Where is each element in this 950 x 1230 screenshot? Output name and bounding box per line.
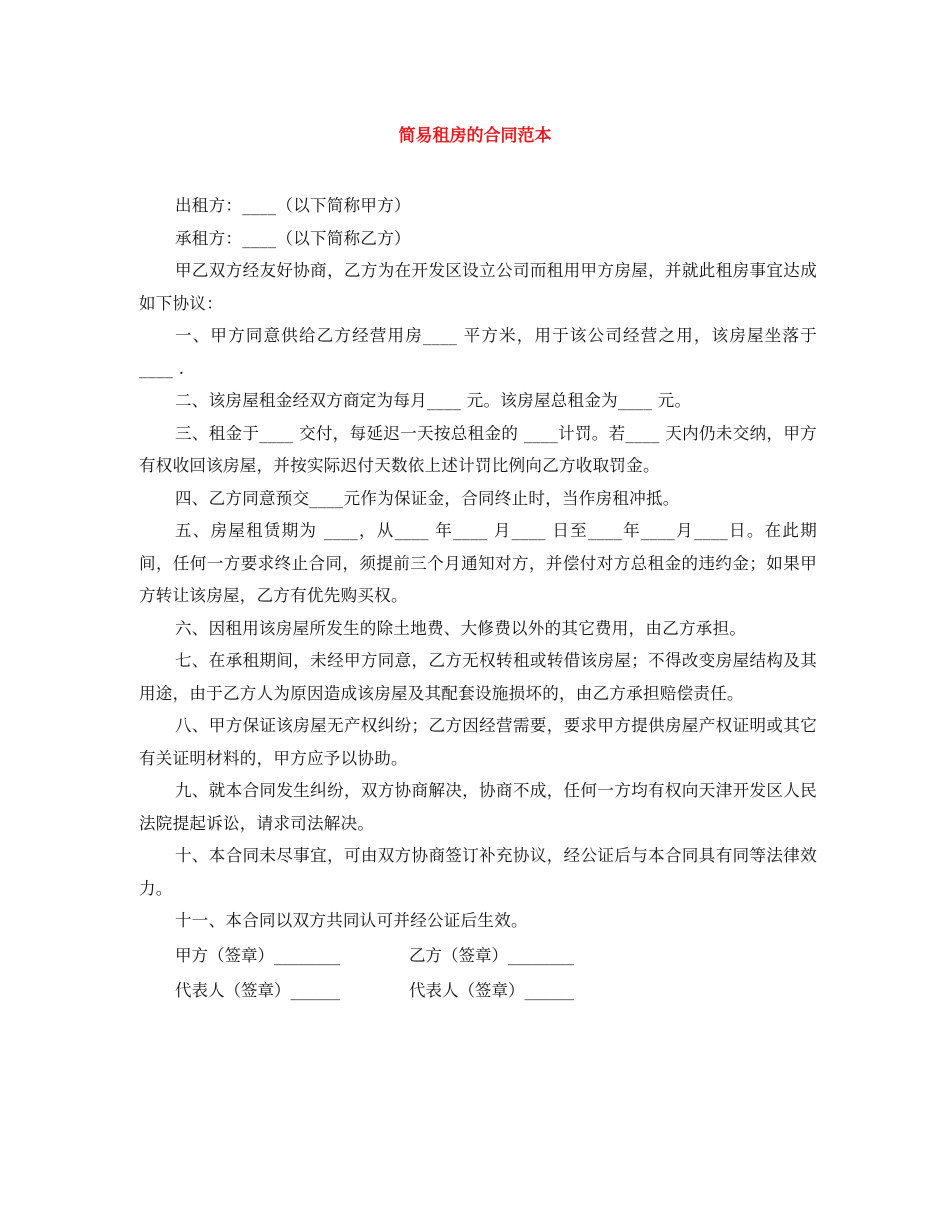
- clause-3: 三、租金于____ 交付，每延迟一天按总租金的 ____计罚。若____ 天内仍未交纳，甲方有权收回该房屋，并按实际迟付天数依上述计罚比例向乙方收取罚金。: [139, 423, 817, 475]
- party-b-signature: 乙方（签章）________: [409, 945, 574, 965]
- clause-10: 十、本合同未尽事宜，可由双方协商签订补充协议，经公证后与本合同具有同等法律效力。: [139, 846, 817, 898]
- signature-row-representatives: [139, 973, 817, 1008]
- clause-2: 二、该房屋租金经双方商定为每月____ 元。该房屋总租金为____ 元。: [175, 391, 692, 410]
- clause-8: 八、甲方保证该房屋无产权纠纷；乙方因经营需要，要求甲方提供房屋产权证明或其它有关证明材料的，甲方应予以协助。: [139, 716, 817, 768]
- representative-b-signature: 代表人（签章）______: [409, 980, 574, 1000]
- party-lessor-line: 出租方：____（以下简称甲方）: [175, 196, 411, 215]
- clause-6: 六、因租用该房屋所发生的除土地费、大修费以外的其它费用，由乙方承担。: [175, 618, 747, 638]
- preamble-paragraph: 甲乙双方经友好协商，乙方为在开发区设立公司而租用甲方房屋，并就此租房事宜达成如下协议：: [139, 261, 817, 313]
- signature-row-parties: [139, 938, 817, 973]
- clause-9: 九、就本合同发生纠纷，双方协商解决，协商不成，任何一方均有权向天津开发区人民法院提起诉讼，请求司法解决。: [139, 781, 817, 833]
- representative-a-signature: 代表人（签章）______: [175, 980, 340, 1000]
- clause-7: 七、在承租期间，未经甲方同意，乙方无权转租或转借该房屋；不得改变房屋结构及其用途，由于乙方人为原因造成该房屋及其配套设施损坏的，由乙方承担赔偿责任。: [139, 651, 817, 703]
- contract-body: [139, 190, 817, 1008]
- clause-1: 一、甲方同意供给乙方经营用房____ 平方米，用于该公司经营之用，该房屋坐落于____ .: [139, 326, 817, 378]
- clause-11: 十一、本合同以双方共同认可并经公证后生效。: [175, 911, 528, 930]
- clause-5: 五、房屋租赁期为 ____，从____ 年____ 月____ 日至____年____月____日。在此期间，任何一方要求终止合同，须提前三个月通知对方，并偿付对方总租金的违约金；如果甲方转让该房屋，乙方有优先购买权。: [139, 521, 817, 605]
- party-lessee-line: 承租方：____（以下简称乙方）: [175, 228, 411, 248]
- clause-4: 四、乙方同意预交____元作为保证金，合同终止时，当作房租冲抵。: [175, 488, 680, 508]
- party-a-signature: 甲方（签章）________: [175, 945, 340, 965]
- document-title: 简易租房的合同范本: [398, 126, 552, 146]
